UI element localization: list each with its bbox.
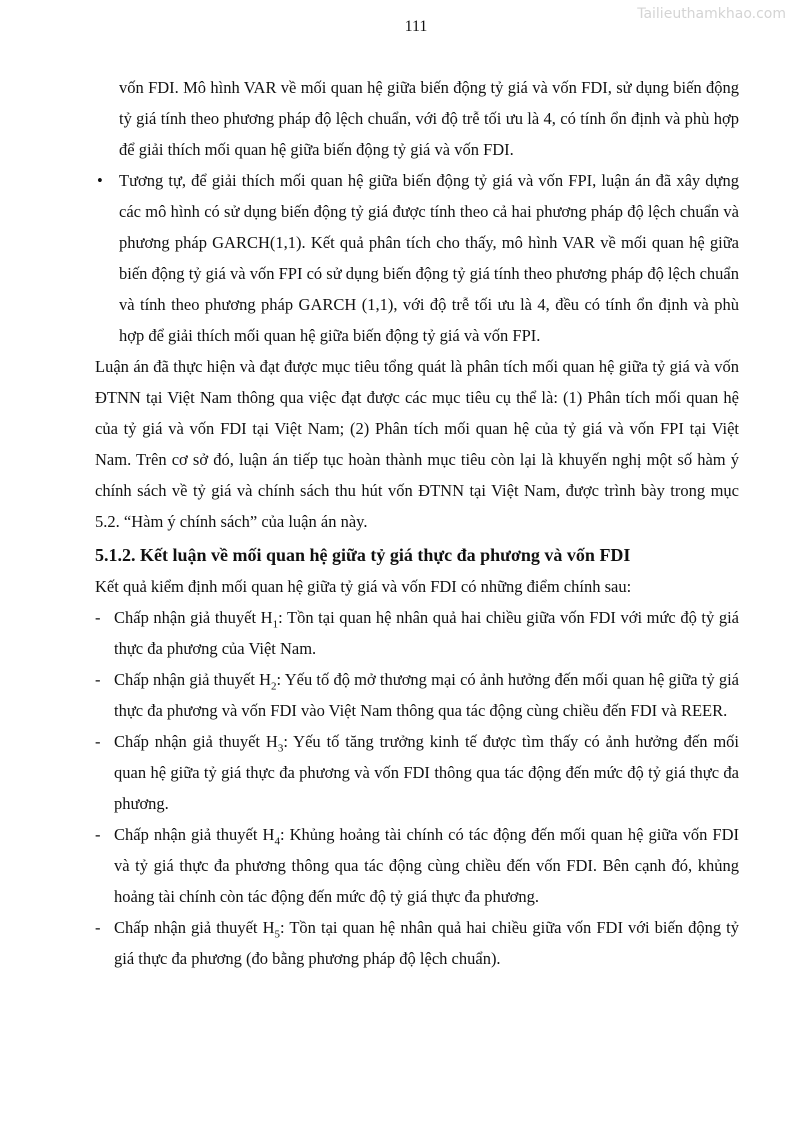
- section-heading: 5.1.2. Kết luận về mối quan hệ giữa tỷ giá thực đa phương và vốn FDI: [95, 545, 631, 565]
- dash-icon: -: [95, 918, 101, 937]
- dash-icon: -: [95, 825, 101, 844]
- hypothesis-subscript: 2: [271, 680, 277, 693]
- hypothesis-item: [95, 602, 739, 664]
- dash-icon: -: [95, 670, 101, 689]
- paragraph-summary: Luận án đã thực hiện và đạt được mục tiêu tổng quát là phân tích mối quan hệ giữa tỷ giá và vốn ĐTNN tại Việt Nam thông qua việc đạt được các mục tiêu cụ thể là: (1) Phân tích mối quan hệ của tỷ giá và vốn FDI tại Việt Nam; (2) Phân tích mối quan hệ của tỷ giá và vốn FPI tại Việt Nam. Trên cơ sở đó, luận án tiếp tục hoàn thành mục tiêu còn lại là khuyến nghị một số hàm ý chính sách về tỷ giá và chính sách thu hút vốn ĐTNN tại Việt Nam, được trình bày trong mục 5.2. “Hàm ý chính sách” của luận án này.: [95, 357, 739, 531]
- hypothesis-item: [95, 819, 739, 912]
- hypothesis-prefix: Chấp nhận giả thuyết H: [114, 608, 273, 627]
- hypothesis-prefix: Chấp nhận giả thuyết H: [114, 825, 275, 844]
- intro-line: Kết quả kiểm định mối quan hệ giữa tỷ giá và vốn FDI có những điểm chính sau:: [95, 577, 632, 596]
- hypothesis-text: : Yếu tố độ mở thương mại có ảnh hưởng đến mối quan hệ giữa tỷ giá thực đa phương và vốn FDI vào Việt Nam thông qua tác động cùng chiều đến FDI và REER.: [114, 670, 739, 720]
- hypothesis-subscript: 5: [274, 928, 280, 941]
- hypothesis-text: : Yếu tố tăng trưởng kinh tế được tìm thấy có ảnh hưởng đến mối quan hệ giữa tỷ giá thực đa phương và vốn FDI thông qua tác động đến mức độ tỷ giá thực đa phương.: [114, 732, 740, 813]
- hypothesis-list: [95, 602, 739, 974]
- hypothesis-text: : Tồn tại quan hệ nhân quả hai chiều giữa vốn FDI với mức độ tỷ giá thực đa phương của Việt Nam.: [114, 608, 740, 658]
- bullet-text: Tương tự, để giải thích mối quan hệ giữa biến động tỷ giá và vốn FPI, luận án đã xây dựng các mô hình có sử dụng biến động tỷ giá được tính theo cả hai phương pháp độ lệch chuẩn và phương pháp GARCH(1,1). Kết quả phân tích cho thấy, mô hình VAR về mối quan hệ giữa biến động tỷ giá và vốn FPI có sử dụng biến động tỷ giá tính theo phương pháp độ lệch chuẩn và tính theo phương pháp GARCH (1,1), với độ trễ tối ưu là 4, đều có tính ổn định và phù hợp để giải thích mối quan hệ giữa biến động tỷ giá và vốn FPI.: [119, 171, 739, 345]
- hypothesis-prefix: Chấp nhận giả thuyết H: [114, 670, 272, 689]
- page-body: [95, 72, 739, 974]
- watermark: Tailieuthamkhao.com: [637, 6, 786, 22]
- hypothesis-text: : Khủng hoảng tài chính có tác động đến mối quan hệ giữa vốn FDI và tỷ giá thực đa phương thông qua tác động cùng chiều đến vốn FDI. Bên cạnh đó, khủng hoảng tài chính còn tác động đến mức độ tỷ giá thực đa phương.: [114, 825, 740, 906]
- hypothesis-subscript: 1: [272, 618, 279, 631]
- hypothesis-prefix: Chấp nhận giả thuyết H: [114, 918, 275, 937]
- hypothesis-subscript: 4: [274, 835, 280, 848]
- page-number: 111: [404, 18, 428, 35]
- bullet-icon: •: [97, 171, 103, 190]
- hypothesis-prefix: Chấp nhận giả thuyết H: [114, 732, 278, 751]
- dash-icon: -: [95, 732, 101, 751]
- bullet-item-fpi: [95, 165, 739, 351]
- hypothesis-subscript: 3: [277, 742, 284, 755]
- hypothesis-text: : Tồn tại quan hệ nhân quả hai chiều giữa vốn FDI với biến động tỷ giá thực đa phương (đo bằng phương pháp độ lệch chuẩn).: [114, 918, 740, 968]
- hypothesis-item: [95, 726, 739, 819]
- paragraph-continuation: vốn FDI. Mô hình VAR về mối quan hệ giữa biến động tỷ giá và vốn FDI, sử dụng biến động tỷ giá tính theo phương pháp độ lệch chuẩn, với độ trễ tối ưu là 4, có tính ổn định và phù hợp để giải thích mối quan hệ giữa biến động tỷ giá và vốn FDI.: [119, 78, 739, 159]
- hypothesis-item: [95, 912, 739, 974]
- hypothesis-item: [95, 664, 739, 726]
- dash-icon: -: [95, 608, 101, 627]
